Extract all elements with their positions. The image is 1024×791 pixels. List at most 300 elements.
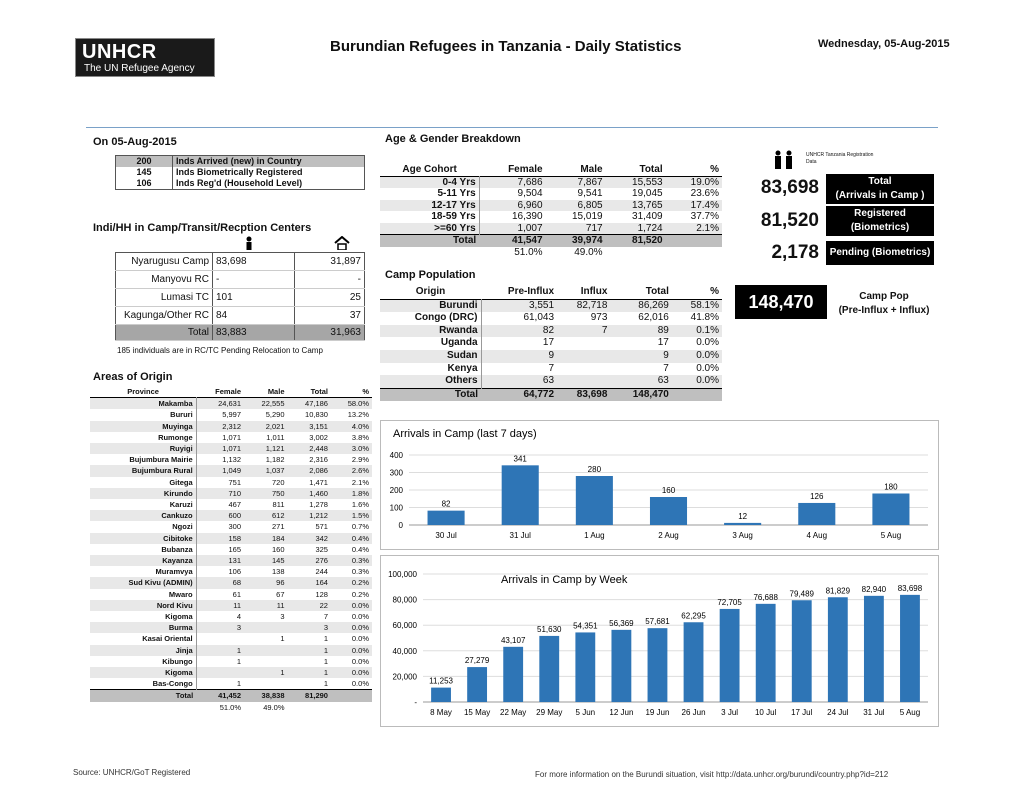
camp-row bbox=[116, 271, 365, 289]
origin-cell: 2,316 bbox=[309, 455, 328, 465]
age-pct-cell bbox=[606, 247, 666, 259]
camp-pop-value: 148,470 bbox=[735, 285, 827, 319]
origin-pct-row bbox=[90, 702, 372, 713]
x-tick-label: 15 May bbox=[463, 708, 491, 717]
bar-value-label: 56,369 bbox=[609, 618, 634, 628]
daily-value: 106 bbox=[116, 178, 173, 190]
age-cell: 37.7% bbox=[690, 211, 719, 222]
camppop-heading: Camp Population bbox=[385, 269, 476, 281]
age-table bbox=[380, 164, 722, 258]
camppop-cell: 82 bbox=[542, 324, 555, 336]
age-cell: 16,390 bbox=[511, 211, 543, 222]
origin-row bbox=[90, 678, 372, 690]
age-row bbox=[380, 176, 722, 188]
bar-value-label: 79,489 bbox=[789, 589, 814, 599]
origin-pct-cell bbox=[90, 702, 196, 713]
origin-cell: 1,471 bbox=[309, 477, 328, 487]
origin-row bbox=[90, 622, 372, 633]
origin-cell: Ngozi bbox=[90, 521, 196, 532]
x-tick-label: 3 Jul bbox=[721, 708, 739, 717]
origin-table bbox=[90, 386, 372, 713]
origin-cell: Kigoma bbox=[90, 611, 196, 622]
origin-cell: Ruyigi bbox=[90, 443, 196, 454]
bar-value-label: 280 bbox=[587, 465, 602, 474]
bar bbox=[828, 597, 848, 702]
origin-cell: 1,071 bbox=[222, 432, 242, 442]
camppop-cell: 89 bbox=[657, 324, 669, 336]
origin-cell: 67 bbox=[276, 589, 285, 599]
origin-row bbox=[90, 566, 372, 577]
camppop-cell: Others bbox=[380, 375, 481, 388]
y-tick-label: 100,000 bbox=[388, 570, 417, 579]
origin-cell: 0.7% bbox=[351, 522, 369, 532]
origin-cell: 571 bbox=[315, 522, 328, 532]
x-tick-label: 30 Jul bbox=[435, 531, 457, 540]
registered-label-2: (Biometrics) bbox=[850, 222, 910, 233]
origin-row bbox=[90, 521, 372, 532]
age-cell: 31,409 bbox=[632, 211, 663, 222]
origin-cell bbox=[244, 645, 287, 656]
camppop-cell: 17 bbox=[542, 337, 555, 349]
y-tick-label: 20,000 bbox=[392, 672, 417, 682]
origin-cell: Nord Kivu bbox=[90, 600, 196, 611]
camppop-cell: 7 bbox=[663, 362, 669, 374]
origin-total-cell bbox=[331, 690, 372, 702]
origin-cell: 1 bbox=[323, 645, 328, 655]
origin-cell: 600 bbox=[228, 511, 242, 521]
origin-cell: 2,021 bbox=[265, 421, 285, 431]
origin-cell: 128 bbox=[315, 589, 328, 599]
camp-row bbox=[116, 307, 365, 325]
daily-row bbox=[116, 156, 365, 168]
origin-cell bbox=[244, 622, 287, 633]
origin-cell: 1 bbox=[236, 656, 242, 666]
x-tick-label: 17 Jul bbox=[791, 708, 813, 717]
origin-cell: 1 bbox=[323, 634, 328, 644]
camppop-cell: Sudan bbox=[380, 350, 481, 363]
origin-cell: 11 bbox=[276, 600, 285, 610]
origin-cell: 3 bbox=[323, 623, 328, 633]
age-row bbox=[380, 188, 722, 200]
camppop-cell: 0.1% bbox=[696, 324, 719, 336]
x-tick-label: 12 Jun bbox=[609, 708, 634, 717]
origin-row bbox=[90, 577, 372, 588]
bar-value-label: 54,351 bbox=[573, 621, 598, 631]
origin-row bbox=[90, 421, 372, 432]
camppop-cell: 973 bbox=[590, 312, 608, 324]
camp-households: 31,897 bbox=[295, 253, 365, 271]
age-header-cell: % bbox=[710, 164, 719, 175]
bar-value-label: 57,681 bbox=[645, 617, 670, 627]
y-tick-label: 200 bbox=[389, 486, 403, 495]
bar-value-label: 82,940 bbox=[861, 584, 887, 594]
camppop-cell bbox=[557, 375, 610, 388]
origin-cell: 300 bbox=[228, 522, 242, 532]
daily-label: Inds Biometrically Registered bbox=[176, 167, 303, 177]
origin-cell: Muramvya bbox=[90, 566, 196, 577]
y-tick-label: 80,000 bbox=[392, 595, 417, 605]
camppop-cell: 41.8% bbox=[690, 312, 719, 324]
page-title: Burundian Refugees in Tanzania - Daily Statistics bbox=[330, 38, 682, 55]
age-cell: 717 bbox=[585, 222, 603, 234]
origin-cell: 0.0% bbox=[351, 634, 369, 644]
y-tick-label: 400 bbox=[389, 451, 403, 460]
origin-cell: Sud Kivu (ADMIN) bbox=[90, 577, 196, 588]
bar-value-label: 83,698 bbox=[897, 583, 923, 593]
origin-cell: 467 bbox=[228, 500, 242, 510]
divider bbox=[86, 127, 938, 128]
bar bbox=[467, 667, 487, 702]
daily-arrivals-chart bbox=[380, 420, 939, 550]
daily-value: 145 bbox=[116, 167, 173, 178]
camppop-cell bbox=[557, 363, 610, 376]
x-tick-label: 5 Aug bbox=[880, 531, 902, 540]
origin-cell: 325 bbox=[315, 544, 328, 554]
origin-cell: Bujumbura Mairie bbox=[90, 454, 196, 465]
origin-row bbox=[90, 656, 372, 667]
bar bbox=[724, 523, 761, 525]
x-tick-label: 10 Jul bbox=[754, 708, 777, 717]
origin-pct-cell bbox=[331, 702, 372, 713]
age-total-cell: 81,520 bbox=[632, 235, 663, 246]
camppop-header-cell: Origin bbox=[415, 286, 446, 297]
camp-name: Manyovu RC bbox=[116, 271, 213, 289]
bar bbox=[864, 596, 884, 702]
origin-cell bbox=[196, 667, 244, 678]
origin-row bbox=[90, 443, 372, 454]
origin-cell: 2,448 bbox=[309, 444, 328, 454]
origin-row bbox=[90, 533, 372, 544]
daily-label: Inds Reg'd (Household Level) bbox=[176, 178, 303, 188]
bar bbox=[428, 511, 465, 525]
origin-cell: 0.2% bbox=[351, 578, 369, 588]
camppop-total-row bbox=[380, 388, 722, 401]
origin-cell: 244 bbox=[315, 567, 328, 577]
origin-cell: 3.8% bbox=[351, 432, 369, 442]
origin-cell: Gitega bbox=[90, 477, 196, 488]
camp-pop-label bbox=[830, 290, 938, 318]
origin-cell: 4.0% bbox=[351, 421, 369, 431]
bar-value-label: 82 bbox=[441, 499, 451, 509]
origin-cell: 1 bbox=[323, 656, 328, 666]
origin-cell: 5,997 bbox=[222, 410, 242, 420]
camppop-row bbox=[380, 312, 722, 325]
camppop-table bbox=[380, 286, 722, 401]
x-tick-label: 26 Jun bbox=[681, 708, 706, 717]
origin-cell bbox=[244, 656, 287, 667]
origin-cell: Bas-Congo bbox=[90, 678, 196, 690]
origin-cell: 342 bbox=[315, 533, 328, 543]
registered-value: 81,520 bbox=[760, 210, 819, 231]
age-header-cell: Total bbox=[639, 164, 663, 175]
camppop-total-cell: 64,772 bbox=[523, 388, 555, 400]
camppop-cell: 62,016 bbox=[638, 312, 669, 324]
camp-name: Total bbox=[116, 325, 213, 341]
x-tick-label: 2 Aug bbox=[658, 531, 679, 540]
camp-name: Lumasi TC bbox=[116, 289, 213, 307]
origin-cell: 710 bbox=[228, 488, 242, 498]
age-cell: 6,960 bbox=[517, 199, 543, 211]
origin-cell: 160 bbox=[271, 544, 285, 554]
origin-cell: 1.6% bbox=[351, 500, 369, 510]
camppop-cell bbox=[557, 350, 610, 363]
age-cell: 23.6% bbox=[690, 188, 719, 199]
registered-label bbox=[826, 206, 934, 236]
bar bbox=[502, 465, 539, 525]
origin-cell: 22,555 bbox=[261, 399, 285, 409]
origin-header-cell: Total bbox=[310, 387, 328, 396]
bar bbox=[648, 628, 668, 702]
camp-individuals: 83,883 bbox=[213, 325, 295, 341]
bar bbox=[431, 688, 451, 702]
age-row bbox=[380, 200, 722, 212]
origin-heading: Areas of Origin bbox=[93, 371, 173, 383]
origin-total-cell: 81,290 bbox=[305, 691, 328, 701]
camppop-cell: 9 bbox=[548, 349, 555, 361]
camp-households: - bbox=[295, 271, 365, 289]
camppop-cell: 61,043 bbox=[523, 312, 555, 324]
age-cell: 7,686 bbox=[517, 176, 543, 188]
origin-cell: 1,278 bbox=[309, 500, 328, 510]
origin-row bbox=[90, 409, 372, 420]
origin-row bbox=[90, 611, 372, 622]
origin-cell: Bururi bbox=[90, 409, 196, 420]
origin-cell: 0.0% bbox=[351, 679, 369, 689]
origin-cell: Kayanza bbox=[90, 555, 196, 566]
age-cell: 1,724 bbox=[637, 222, 663, 234]
origin-pct-cell: 49.0% bbox=[263, 702, 285, 712]
age-cell: 17.4% bbox=[690, 199, 719, 211]
report-date: Wednesday, 05-Aug-2015 bbox=[818, 38, 950, 50]
origin-cell: 24,631 bbox=[218, 399, 242, 409]
origin-cell: Jinja bbox=[90, 645, 196, 656]
origin-row bbox=[90, 633, 372, 644]
camp-pop-label-1: Camp Pop bbox=[859, 291, 909, 302]
age-cell: 12-17 Yrs bbox=[380, 200, 479, 212]
bar-value-label: 341 bbox=[513, 454, 527, 464]
y-tick-label: 100 bbox=[389, 503, 403, 513]
people-icon bbox=[772, 150, 796, 170]
y-tick-label: 300 bbox=[389, 468, 403, 478]
camppop-row bbox=[380, 375, 722, 388]
camp-name: Kagunga/Other RC bbox=[116, 307, 213, 325]
bar bbox=[872, 494, 909, 526]
camppop-cell: 0.0% bbox=[696, 375, 719, 387]
origin-cell: 131 bbox=[228, 556, 242, 566]
origin-cell: 612 bbox=[271, 511, 285, 521]
age-cell: 13,765 bbox=[632, 199, 663, 211]
camp-households: 31,963 bbox=[295, 325, 365, 341]
bar bbox=[756, 604, 776, 702]
origin-cell: Cibitoke bbox=[90, 533, 196, 544]
origin-total-row bbox=[90, 690, 372, 702]
camppop-row bbox=[380, 337, 722, 350]
age-cell: 2.1% bbox=[696, 222, 719, 234]
x-tick-label: 4 Aug bbox=[806, 531, 828, 540]
origin-cell: 0.0% bbox=[351, 645, 369, 655]
origin-cell: Mwaro bbox=[90, 589, 196, 600]
age-cell: 6,805 bbox=[577, 199, 603, 211]
origin-total-cell: Total bbox=[175, 691, 194, 701]
origin-cell: 1,037 bbox=[265, 466, 285, 476]
x-tick-label: 5 Aug bbox=[899, 708, 921, 717]
camp-row bbox=[116, 325, 365, 341]
origin-cell: 1.8% bbox=[351, 488, 369, 498]
origin-header-cell: Male bbox=[267, 387, 285, 396]
unhcr-logo bbox=[75, 38, 215, 77]
origin-cell: 106 bbox=[228, 567, 242, 577]
origin-row bbox=[90, 465, 372, 476]
origin-cell: 1,011 bbox=[266, 432, 285, 442]
origin-row bbox=[90, 555, 372, 566]
age-total-cell: Total bbox=[453, 235, 477, 246]
daily-row bbox=[116, 167, 365, 178]
origin-cell: 0.0% bbox=[351, 612, 369, 622]
origin-cell: 0.0% bbox=[351, 668, 369, 678]
origin-cell: Kibungo bbox=[90, 656, 196, 667]
person-icon bbox=[244, 236, 254, 250]
origin-row bbox=[90, 667, 372, 678]
camppop-cell: 7 bbox=[548, 362, 555, 374]
age-pct-cell bbox=[666, 247, 722, 259]
x-tick-label: 31 Jul bbox=[863, 708, 885, 717]
arrivals-value: 83,698 bbox=[760, 177, 819, 198]
camps-note: 185 individuals are in RC/TC Pending Relocation to Camp bbox=[117, 346, 323, 355]
camp-individuals: 84 bbox=[213, 307, 295, 325]
bar bbox=[900, 595, 920, 702]
camppop-total-cell: 148,470 bbox=[632, 388, 669, 400]
origin-pct-cell: 51.0% bbox=[219, 702, 242, 712]
camppop-cell: 0.0% bbox=[696, 349, 719, 361]
origin-cell: 138 bbox=[271, 567, 285, 577]
camppop-header-cell: % bbox=[710, 286, 719, 297]
y-tick-label: - bbox=[414, 698, 417, 707]
camppop-total-cell: Total bbox=[454, 388, 479, 400]
origin-cell: Kigoma bbox=[90, 667, 196, 678]
age-pct-cell: 49.0% bbox=[574, 246, 603, 258]
camppop-cell: 58.1% bbox=[690, 299, 719, 311]
origin-header-cell: Province bbox=[127, 387, 159, 396]
bar bbox=[720, 609, 740, 702]
x-tick-label: 22 May bbox=[500, 708, 527, 717]
bar bbox=[576, 476, 613, 525]
origin-cell: 96 bbox=[276, 578, 285, 588]
camppop-header-cell: Influx bbox=[580, 286, 608, 297]
bar bbox=[792, 600, 812, 702]
age-cell: 15,553 bbox=[632, 176, 663, 188]
origin-cell: 750 bbox=[271, 488, 285, 498]
camppop-header-row bbox=[380, 286, 722, 299]
origin-cell: 1 bbox=[323, 668, 328, 678]
origin-total-cell: 41,452 bbox=[218, 691, 242, 701]
bar-value-label: 81,829 bbox=[825, 586, 851, 596]
origin-cell: Bujumbura Rural bbox=[90, 465, 196, 476]
origin-row bbox=[90, 510, 372, 521]
origin-cell: 68 bbox=[232, 578, 242, 588]
camppop-cell: Uganda bbox=[380, 337, 481, 350]
origin-cell: 2,312 bbox=[222, 421, 242, 431]
origin-cell: 13.2% bbox=[347, 410, 369, 420]
bar bbox=[611, 630, 631, 702]
origin-row bbox=[90, 600, 372, 611]
age-header-cell: Female bbox=[508, 164, 543, 175]
camppop-row bbox=[380, 363, 722, 376]
bar bbox=[684, 622, 704, 702]
origin-cell: 145 bbox=[271, 556, 285, 566]
origin-cell: 0.3% bbox=[351, 567, 369, 577]
footer-info: For more information on the Burundi situation, visit http://data.unhcr.org/burundi/country.php?id=212 bbox=[535, 770, 889, 779]
arrivals-label-2: (Arrivals in Camp ) bbox=[835, 190, 925, 201]
age-header-cell: Male bbox=[580, 164, 603, 175]
y-tick-label: 40,000 bbox=[392, 646, 417, 656]
origin-cell: 276 bbox=[315, 556, 328, 566]
footer-source: Source: UNHCR/GoT Registered bbox=[73, 768, 191, 777]
origin-cell: 1 bbox=[236, 645, 242, 655]
origin-cell: 0.0% bbox=[351, 623, 369, 633]
origin-cell: 751 bbox=[228, 477, 242, 487]
age-cell: 1,007 bbox=[517, 222, 543, 234]
camp-households: 37 bbox=[295, 307, 365, 325]
weekly-arrivals-chart bbox=[380, 555, 939, 727]
camppop-cell: 0.0% bbox=[696, 337, 719, 349]
origin-row bbox=[90, 544, 372, 555]
age-row bbox=[380, 211, 722, 223]
x-tick-label: 1 Aug bbox=[584, 531, 605, 540]
origin-cell: 2.1% bbox=[351, 477, 369, 487]
arrivals-label bbox=[826, 174, 934, 204]
origin-cell: 1.5% bbox=[351, 511, 369, 521]
camp-row bbox=[116, 253, 365, 271]
age-pct-row bbox=[380, 247, 722, 259]
camps-heading: Indi/HH in Camp/Transit/Recption Centers bbox=[93, 222, 312, 234]
camp-households: 25 bbox=[295, 289, 365, 307]
age-total-cell: 41,547 bbox=[511, 235, 543, 246]
daily-label: Inds Arrived (new) in Country bbox=[176, 156, 302, 166]
origin-cell bbox=[196, 633, 244, 644]
pending-value: 2,178 bbox=[771, 242, 819, 263]
origin-cell: 3,002 bbox=[309, 432, 328, 442]
origin-cell: 3 bbox=[280, 612, 285, 622]
age-cell: 9,541 bbox=[577, 188, 603, 199]
origin-cell: 1,132 bbox=[222, 455, 242, 465]
origin-cell: 158 bbox=[228, 533, 242, 543]
bar-value-label: 180 bbox=[884, 482, 898, 492]
camppop-cell: 63 bbox=[657, 375, 669, 387]
camppop-header-cell: Total bbox=[645, 286, 669, 297]
origin-cell: 0.3% bbox=[351, 556, 369, 566]
logo-sub: The UN Refugee Agency bbox=[84, 63, 195, 74]
x-tick-label: 3 Aug bbox=[732, 531, 753, 540]
origin-cell: 47,186 bbox=[305, 399, 328, 409]
bar-value-label: 27,279 bbox=[464, 656, 490, 666]
origin-row bbox=[90, 477, 372, 488]
camppop-cell: 3,551 bbox=[529, 299, 555, 311]
origin-cell: 1,212 bbox=[309, 511, 328, 521]
origin-cell: Bubanza bbox=[90, 544, 196, 555]
camppop-cell: 7 bbox=[601, 324, 608, 336]
origin-cell: 1,460 bbox=[309, 488, 328, 498]
bar-value-label: 76,688 bbox=[753, 592, 778, 602]
registration-caption: UNHCR Tanzania Registration Data bbox=[806, 152, 874, 165]
camppop-total-cell bbox=[672, 388, 722, 401]
camppop-cell: 0.0% bbox=[696, 362, 719, 374]
daily-table bbox=[115, 155, 365, 190]
origin-cell: Rumonge bbox=[90, 432, 196, 443]
camp-row bbox=[116, 289, 365, 307]
camppop-cell: 63 bbox=[542, 375, 555, 387]
age-total-cell: 39,974 bbox=[571, 235, 603, 246]
x-tick-label: 5 Jun bbox=[575, 708, 596, 717]
